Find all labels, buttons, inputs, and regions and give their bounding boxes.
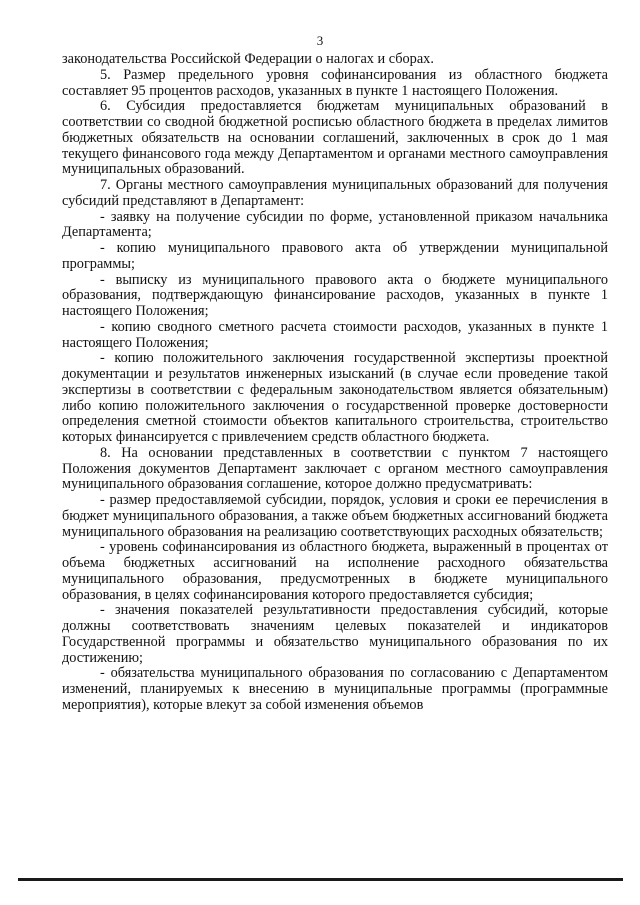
paragraph-item-6: 6. Субсидия предоставляется бюджетам муниципальных образований в соответствии со сводной бюджетной росписью областного бюджета в пределах лимитов бюджетных обязательств на основании соглашений, заключенных в срок до 1 мая текущего финансового года между Департаментом и органами местного самоуправления муниципальных образований. (62, 98, 608, 178)
paragraph-item-5: 5. Размер предельного уровня софинансирования из областного бюджета составляет 95 процентов расходов, указанных в пункте 1 настоящего Положения. (62, 66, 608, 99)
paragraph-continuation: законодательства Российской Федерации о налогах и сборах. (62, 51, 434, 67)
document-body (62, 52, 608, 714)
list-item-program-copy: - копию муниципального правового акта об утверждении муниципальной программы; (62, 240, 608, 272)
list-item-performance-indicators: - значения показателей результативности предоставления субсидий, которые должны соответствовать значениям целевых показателей и индикаторов Государственной программы и обязательство муниципального образования по их достижению; (62, 602, 608, 666)
paragraph-item-8: 8. На основании представленных в соответствии с пунктом 7 настоящего Положения документов Департамент заключает с органом местного самоуправления муниципального образования соглашение, которое должно предусматривать: (62, 444, 608, 493)
list-item-expertise-copy: - копию положительного заключения государственной экспертизы проектной документации и результатов инженерных изысканий (в случае если проведение такой экспертизы в соответствии с федеральным законодательством является обязательным) либо копию положительного заключения о государственной проверке достоверности определения сметной стоимости объектов капитального строительства, строительство которых финансируется с привлечением средств областного бюджета. (62, 350, 608, 445)
list-item-application: - заявку на получение субсидии по форме, установленной приказом начальника Департамента; (62, 208, 608, 241)
list-item-budget-extract: - выписку из муниципального правового акта о бюджете муниципального образования, подтверждающую финансирование расходов, указанных в пункте 1 настоящего Положения; (62, 271, 608, 319)
list-item-subsidy-size: - размер предоставляемой субсидии, порядок, условия и сроки ее перечисления в бюджет муниципального образования, а также объем бюджетных ассигнований бюджета муниципального образования на реализацию соответствующих расходных обязательств; (62, 492, 608, 540)
list-item-estimate-copy: - копию сводного сметного расчета стоимости расходов, указанных в пункте 1 настоящего Положения; (62, 318, 608, 351)
page-bottom-rule (18, 878, 623, 881)
page-number: 3 (316, 33, 324, 48)
list-item-obligations: - обязательства муниципального образования по согласованию с Департаментом изменений, планируемых к внесению в муниципальные программы (программные мероприятия), которые влекут за собой изменения объемов (62, 665, 608, 713)
paragraph-item-7: 7. Органы местного самоуправления муниципальных образований для получения субсидий представляют в Департамент: (62, 177, 608, 209)
list-item-cofinancing-level: - уровень софинансирования из областного бюджета, выраженный в процентах от объема бюджетных ассигнований на исполнение расходного обязательства муниципального образования, предусмотренных в бюджете муниципального образования, в целях софинансирования которого предоставляется субсидия; (62, 539, 608, 603)
